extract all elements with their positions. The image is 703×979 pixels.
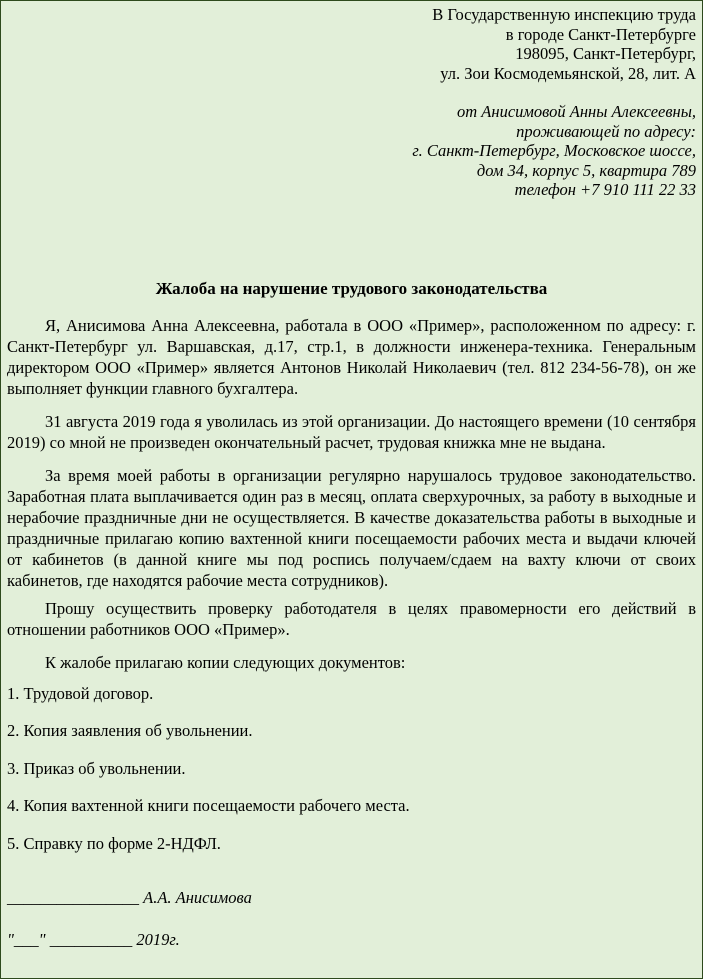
attachment-item: 4. Копия вахтенной книги посещаемости рабочего места. [7, 796, 410, 815]
attachment-item: 3. Приказ об увольнении. [7, 758, 186, 778]
recipient-line: 198095, Санкт-Петербург, [515, 44, 696, 63]
attachments-list [7, 684, 696, 853]
paragraph-dismissal: 31 августа 2019 года я уволилась из этой организации. До настоящего времени (10 сентября 2019) со мной не произведен окончательный расчет, трудовая книжка мне не выдана. [7, 411, 696, 452]
sender-line: от Анисимовой Анны Алексеевны, [457, 102, 696, 121]
recipient-line: ул. Зои Космодемьянской, 28, лит. А [440, 63, 696, 83]
complaint-title: Жалоба на нарушение трудового законодательства [155, 278, 548, 298]
recipient-line: В Государственную инспекцию труда [432, 5, 696, 24]
paragraph-introduction: Я, Анисимова Анна Алексеевна, работала в ООО «Пример», расположенном по адресу: г. Санкт-Петербург ул. Варшавская, д.17, стр.1, в должности инженера-техника. Генеральным директором ООО «Пример» является Антонов Николай Николаевич (тел. 812 234-56-78), он же выполняет функции главного бухгалтера. [7, 315, 696, 398]
attachment-item: 2. Копия заявления об увольнении. [7, 721, 253, 740]
sender-line: дом 34, корпус 5, квартира 789 [476, 160, 696, 180]
date-line: "___" __________ 2019г. [7, 929, 180, 949]
sender-line: г. Санкт-Петербург, Московское шоссе, [412, 141, 696, 160]
recipient-address-block [7, 4, 696, 83]
signature-line: ________________ А.А. Анисимова [7, 887, 252, 907]
paragraph-request: Прошу осуществить проверку работодателя в целях правомерности его действий в отношении работников ООО «Пример». [7, 598, 696, 639]
recipient-line: в городе Санкт-Петербурге [505, 24, 696, 44]
sender-line: телефон +7 910 111 22 33 [514, 180, 696, 199]
attachment-item: 5. Справку по форме 2-НДФЛ. [7, 833, 221, 853]
sender-info-block [7, 102, 696, 200]
paragraph-violations: За время моей работы в организации регулярно нарушалось трудовое законодательство. Заработная плата выплачивается один раз в месяц, оплата сверхурочных, за работу в выходные и нерабочие праздничные дни не осуществляется. В качестве доказательства работы в выходные и праздничные прилагаю копию вахтенной книги посещаемости рабочих места и выдачи ключей от кабинетов (в данной книге мы под роспись получаем/сдаем на вахту ключи от своих кабинетов, где находятся рабочие места сотрудников). [7, 465, 696, 590]
sender-line: проживающей по адресу: [516, 121, 696, 141]
paragraph-attachments-intro: К жалобе прилагаю копии следующих документов: [45, 652, 406, 672]
attachment-item: 1. Трудовой договор. [7, 683, 154, 703]
